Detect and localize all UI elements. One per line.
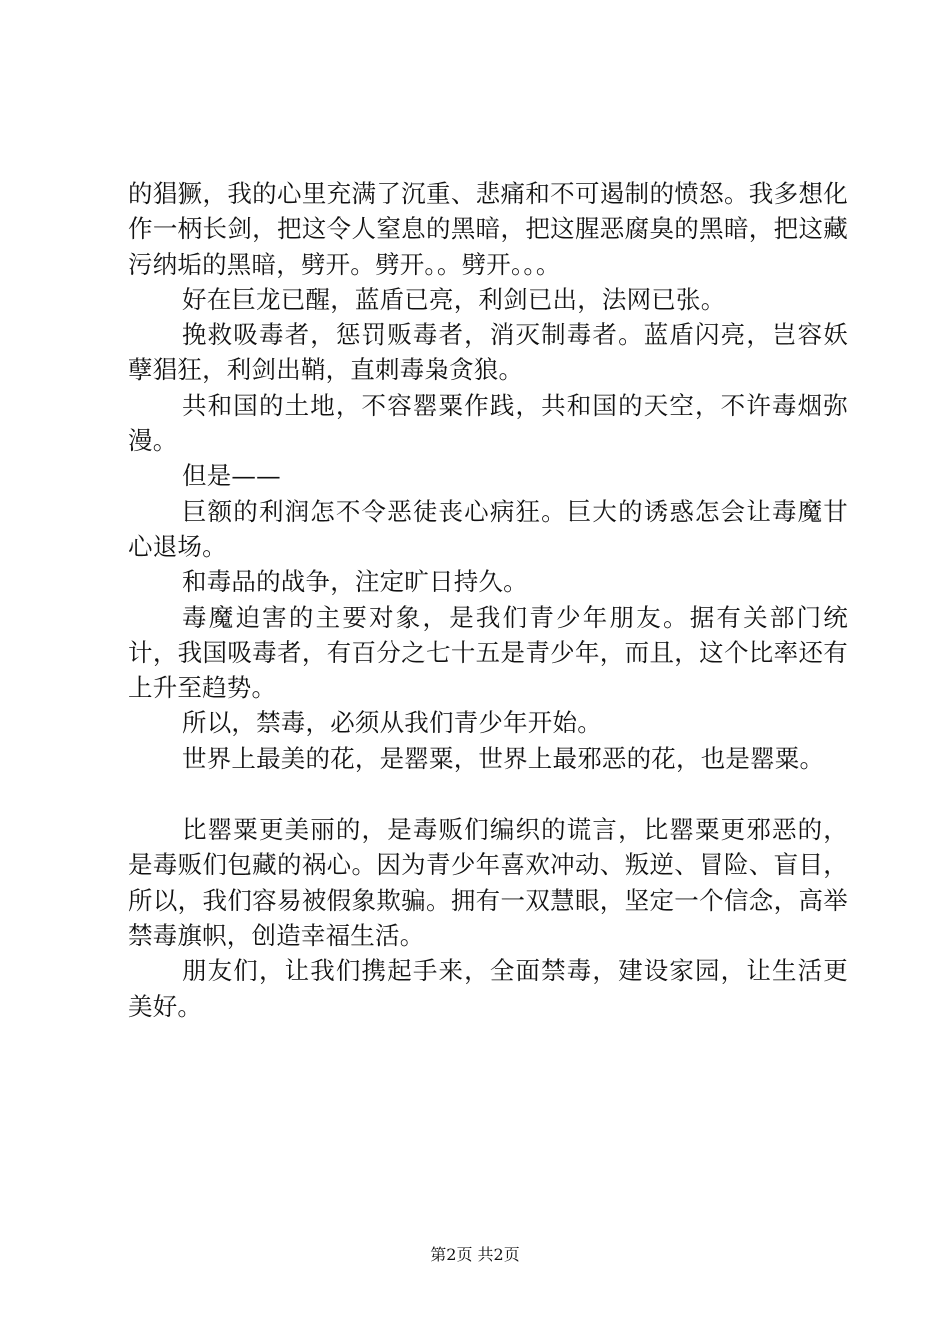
paragraph: 比罂粟更美丽的，是毒贩们编织的谎言，比罂粟更邪恶的，是毒贩们包藏的祸心。因为青少年喜欢冲动、叛逆、冒险、盲目，所以，我们容易被假象欺骗。拥有一双慧眼，坚定一个信念，高举禁毒旗帜，创造幸福生活。 bbox=[128, 815, 848, 950]
paragraph: 和毒品的战争，注定旷日持久。 bbox=[182, 567, 528, 597]
paragraph: 巨额的利润怎不令恶徒丧心病狂。巨大的诱惑怎会让毒魔甘心退场。 bbox=[128, 496, 848, 561]
paragraph-continuation: 的猖獗，我的心里充满了沉重、悲痛和不可遏制的愤怒。我多想化作一柄长剑，把这令人窒息的黑暗，把这腥恶腐臭的黑暗，把这藏污纳垢的黑暗，劈开。劈开。。劈开。。。 bbox=[128, 179, 848, 279]
paragraph: 所以，禁毒，必须从我们青少年开始。 bbox=[182, 708, 602, 738]
page-footer: 第2页 共2页 bbox=[430, 1245, 520, 1264]
paragraph: 共和国的土地，不容罂粟作践，共和国的天空，不许毒烟弥漫。 bbox=[128, 390, 848, 456]
paragraph: 朋友们，让我们携起手来，全面禁毒，建设家园，让生活更美好。 bbox=[128, 956, 848, 1021]
paragraph: 挽救吸毒者，惩罚贩毒者，消灭制毒者。蓝盾闪亮，岂容妖孽猖狂，利剑出鞘，直刺毒枭贪狼。 bbox=[128, 320, 848, 385]
paragraph: 毒魔迫害的主要对象，是我们青少年朋友。据有关部门统计，我国吸毒者，有百分之七十五是青少年，而且，这个比率还有上升至趋势。 bbox=[128, 602, 848, 703]
paragraph: 但是—— bbox=[182, 461, 281, 491]
paragraph: 好在巨龙已醒，蓝盾已亮，利剑已出，法网已张。 bbox=[182, 284, 726, 314]
document-body bbox=[128, 176, 848, 1024]
paragraph: 世界上最美的花，是罂粟，世界上最邪恶的花，也是罂粟。 bbox=[182, 743, 825, 773]
